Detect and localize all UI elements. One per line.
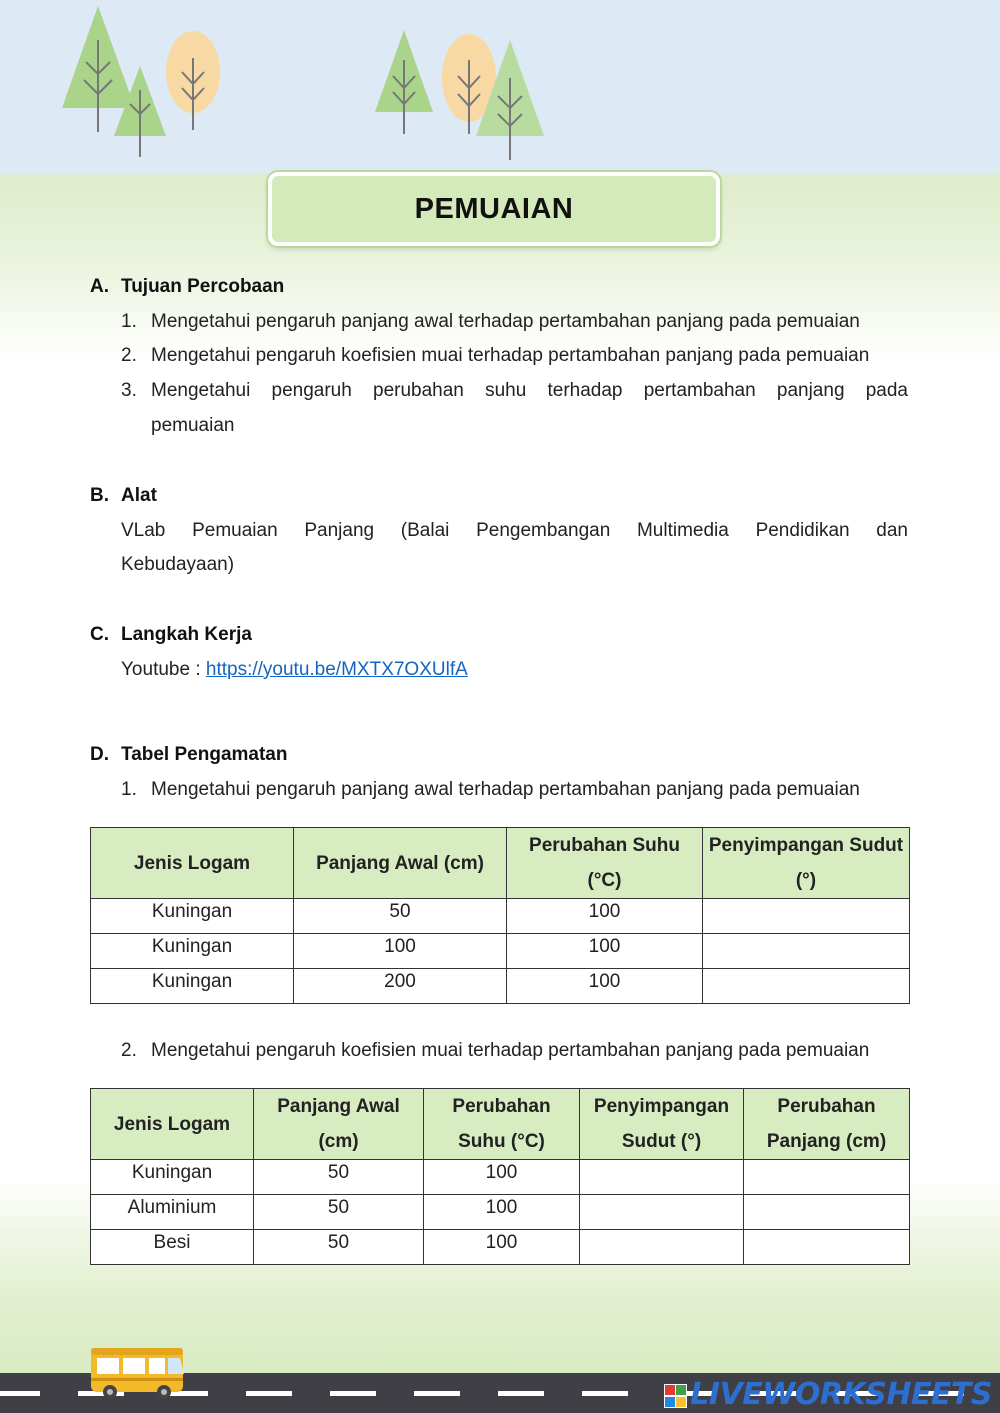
section-a-heading [90,276,284,298]
logo-square [675,1396,687,1408]
table-cell: 100 [507,899,703,934]
answer-cell[interactable] [580,1160,744,1195]
table-cell: 50 [254,1195,424,1230]
objective-item-3-continued [151,415,908,437]
table-cell: 50 [254,1230,424,1265]
bus-icon [88,1344,188,1400]
item-number: 2. [121,345,137,366]
road-dash [0,1391,40,1396]
table-cell: Kuningan [91,934,294,969]
section-d-heading [90,744,287,766]
table-header-row [91,828,910,899]
item-number: 1. [121,779,137,800]
table-cell: 100 [507,969,703,1004]
section-letter: D. [90,744,109,765]
observation-table-1 [90,827,910,1004]
road-dash [330,1391,376,1396]
table-cell: Kuningan [91,969,294,1004]
table-cell: Kuningan [91,1160,254,1195]
liveworksheets-logo-icon [664,1384,686,1406]
youtube-label: Youtube : [121,659,206,680]
answer-cell[interactable] [703,899,910,934]
tree-icon [375,30,433,134]
table-cell: 100 [294,934,507,969]
liveworksheets-brand [664,1377,992,1412]
table-header-row [91,1089,910,1160]
table-cell: 100 [424,1160,580,1195]
table-row [91,969,910,1004]
title-banner [268,172,720,246]
tools-text-line-2: Kebudayaan) [121,554,235,575]
header-trees-illustration [0,0,1000,175]
column-header: Panjang Awal (cm) [294,828,507,899]
brand-name[interactable]: LIVEWORKSHEETS [690,1377,992,1412]
road-dash [414,1391,460,1396]
table-row [91,899,910,934]
table-row [91,1195,910,1230]
section-title: Alat [121,485,157,506]
column-header: Penyimpangan Sudut (°) [580,1089,744,1160]
section-letter: C. [90,624,109,645]
item-text: Mengetahui pengaruh koefisien muai terhadap pertambahan panjang pada pemuaian [151,1040,870,1061]
column-header: Perubahan Panjang (cm) [744,1089,910,1160]
answer-cell[interactable] [744,1160,910,1195]
column-header: Panjang Awal (cm) [254,1089,424,1160]
column-header: Jenis Logam [91,828,294,899]
column-header: Jenis Logam [91,1089,254,1160]
answer-cell[interactable] [744,1195,910,1230]
observation-table-2 [90,1088,910,1265]
table-cell: Kuningan [91,899,294,934]
table-row [91,1230,910,1265]
section-b-heading [90,485,157,507]
answer-cell[interactable] [703,934,910,969]
table-cell: 100 [507,934,703,969]
item-text: Mengetahui pengaruh panjang awal terhadap pertambahan panjang pada pemuaian [151,311,860,332]
item-text: Mengetahui pengaruh koefisien muai terhadap pertambahan panjang pada pemuaian [151,345,870,366]
road-dash [582,1391,628,1396]
table-cell: 50 [294,899,507,934]
item-number: 1. [121,311,137,332]
objective-item-3 [121,380,908,402]
table-cell: 200 [294,969,507,1004]
item-number: 2. [121,1040,137,1061]
section-title: Tabel Pengamatan [121,744,288,765]
answer-cell[interactable] [744,1230,910,1265]
page-title: PEMUAIAN [414,192,574,225]
section-title: Tujuan Percobaan [121,276,285,297]
item-text: Mengetahui pengaruh perubahan suhu terhadap pertambahan panjang pada [151,380,908,401]
column-header: Perubahan Suhu (°C) [507,828,703,899]
road-dash [498,1391,544,1396]
objective-item-2 [121,345,908,367]
logo-square [675,1384,687,1396]
answer-cell[interactable] [580,1195,744,1230]
answer-cell[interactable] [580,1230,744,1265]
section-letter: B. [90,485,109,506]
item-text: pemuaian [151,415,235,436]
tools-text-line-1: VLab Pemuaian Panjang (Balai Pengembangan Multimedia Pendidikan dan [121,520,908,541]
table-2-caption [121,1040,908,1062]
item-number: 3. [121,380,137,401]
road-dash [246,1391,292,1396]
table-cell: 50 [254,1160,424,1195]
column-header: Penyimpangan Sudut (°) [703,828,910,899]
youtube-line [121,659,908,681]
table-cell: 100 [424,1195,580,1230]
objective-item-1 [121,311,908,333]
answer-cell[interactable] [703,969,910,1004]
section-c-heading [90,624,252,646]
section-title: Langkah Kerja [121,624,252,645]
table-row [91,934,910,969]
table-cell: Aluminium [91,1195,254,1230]
section-letter: A. [90,276,109,297]
table-cell: 100 [424,1230,580,1265]
column-header: Perubahan Suhu (°C) [424,1089,580,1160]
table-cell: Besi [91,1230,254,1265]
table-row [91,1160,910,1195]
tree-icon [166,31,220,130]
youtube-link[interactable]: https://youtu.be/MXTX7OXUlfA [205,659,468,680]
item-text: Mengetahui pengaruh panjang awal terhadap pertambahan panjang pada pemuaian [151,779,860,800]
table-1-caption [121,779,908,801]
